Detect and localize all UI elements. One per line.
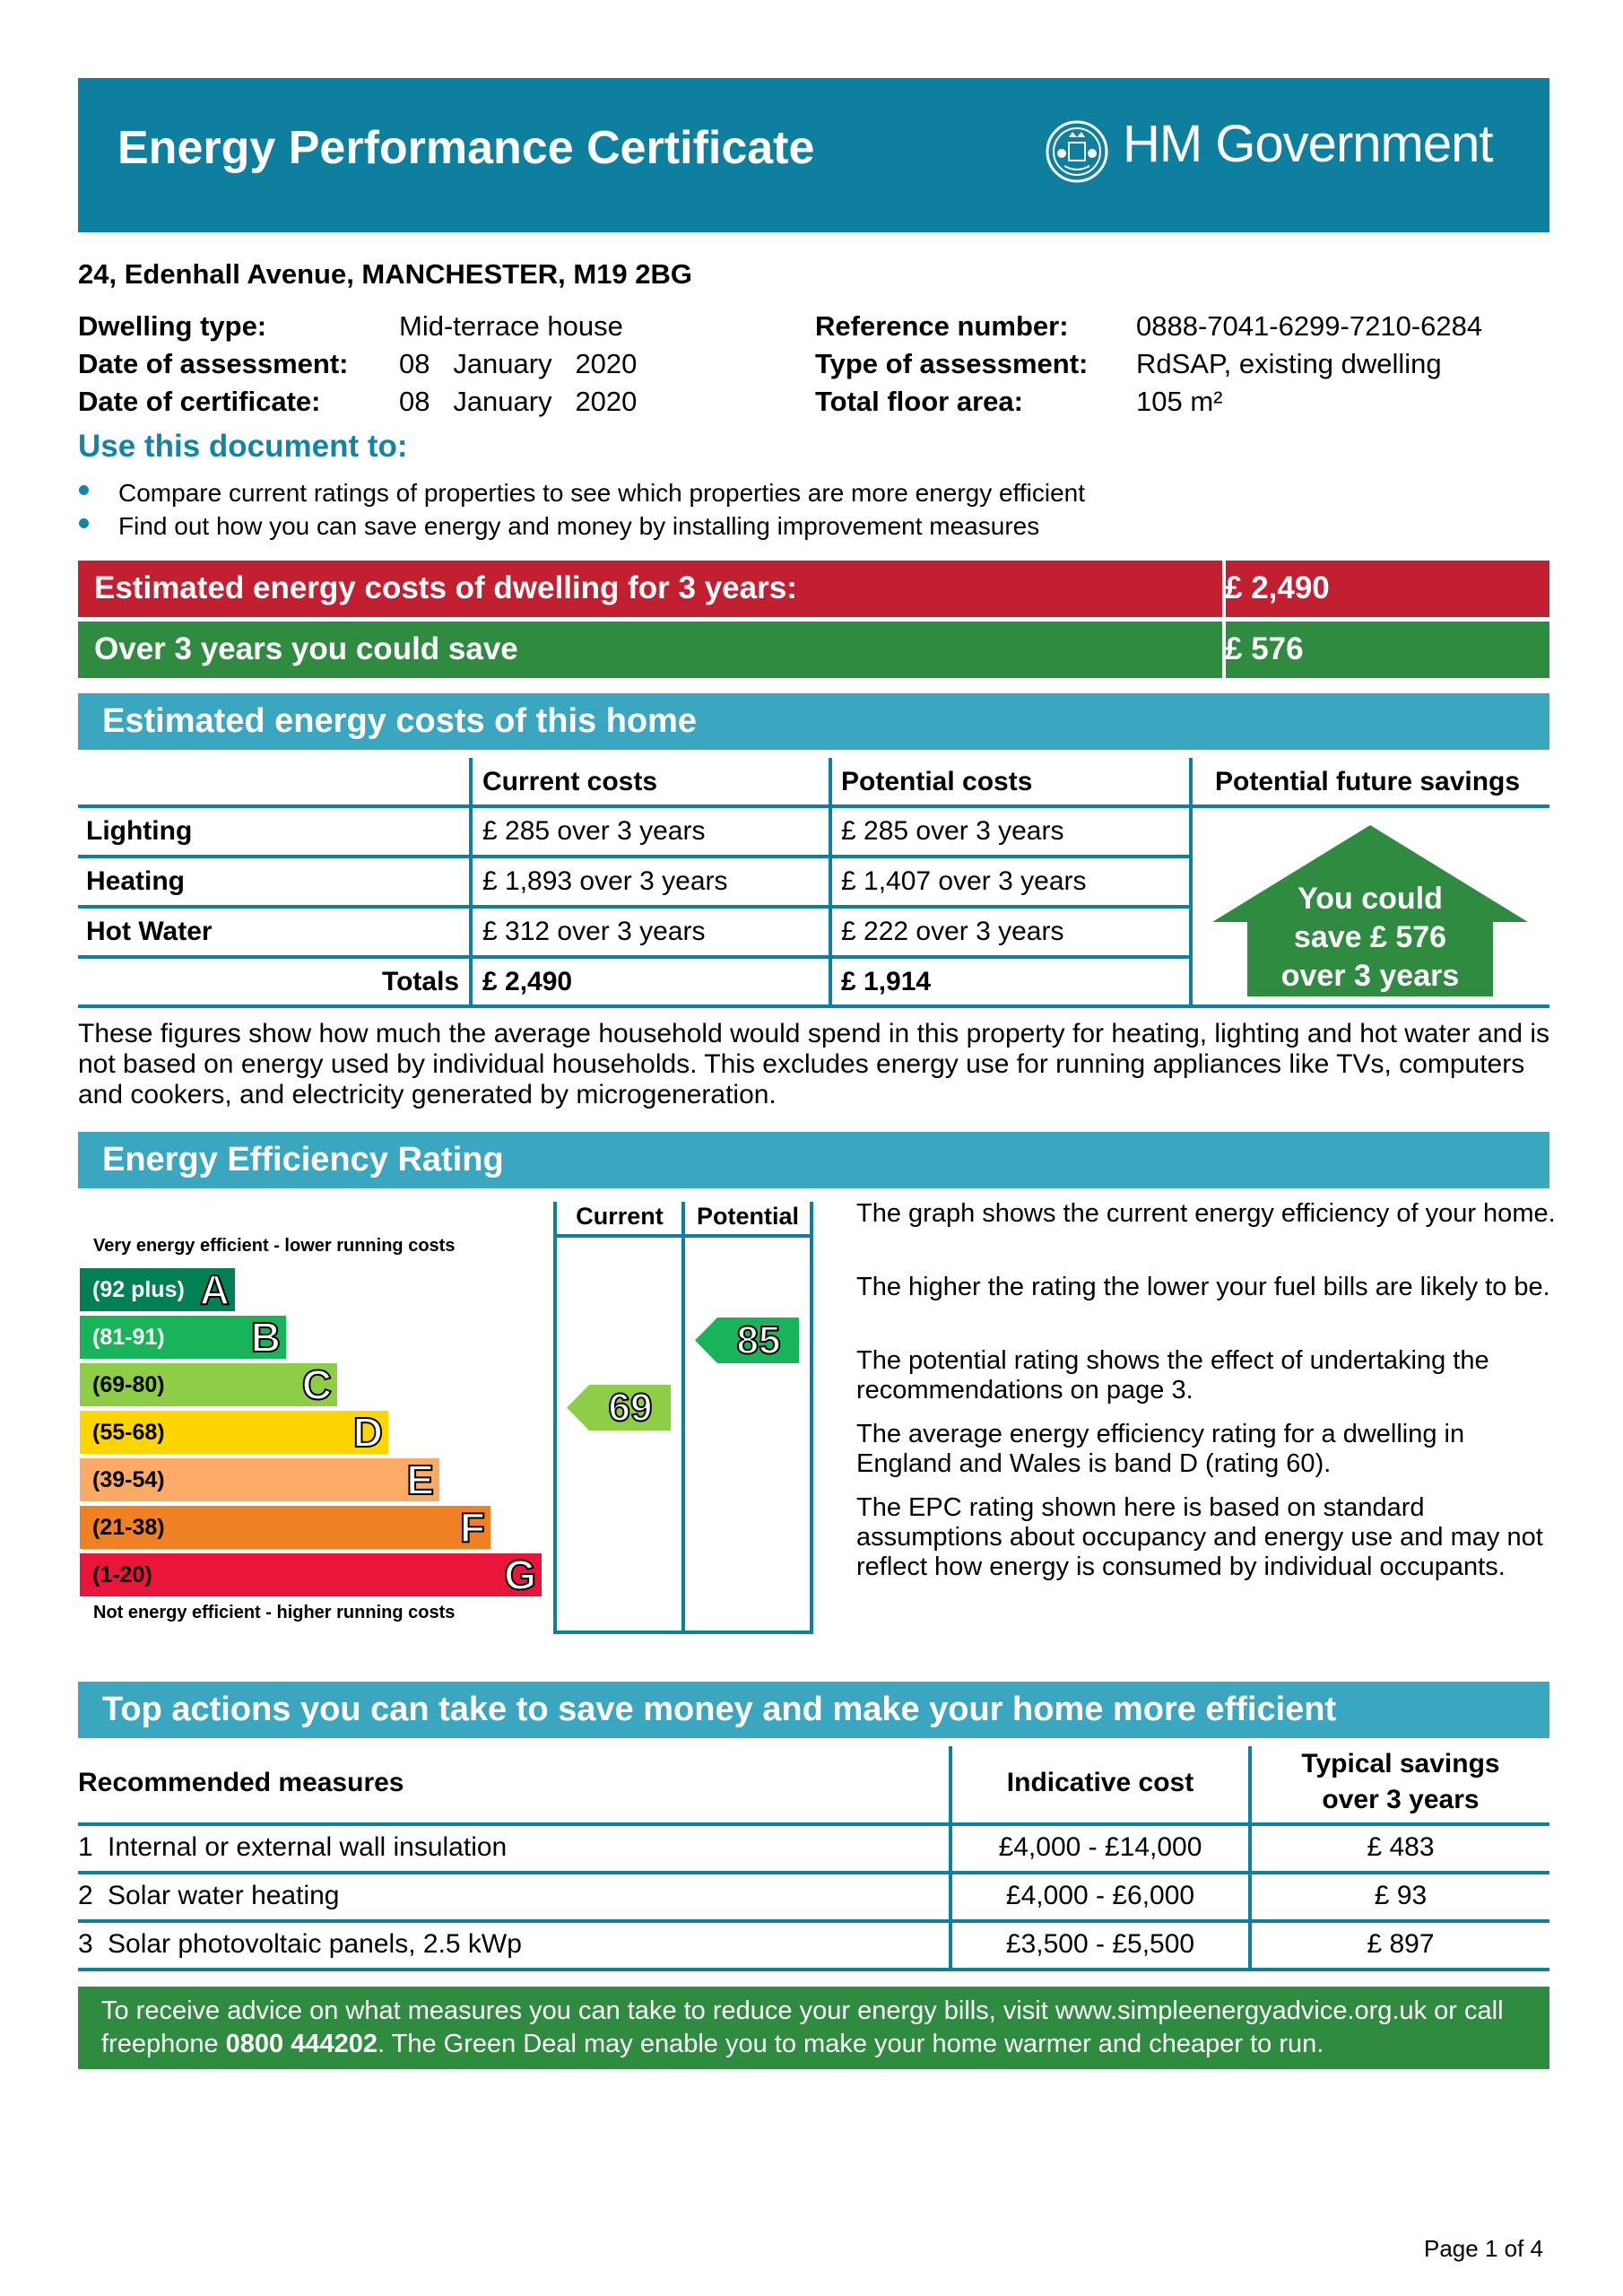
- could-save-bar: [78, 622, 1549, 678]
- row-hot-water-label: Hot Water: [86, 917, 213, 946]
- table-rule: [78, 804, 1549, 808]
- action-1-number: 1: [78, 1832, 93, 1862]
- rating-para-1: The graph shows the current energy efficiency of your home.: [856, 1199, 1556, 1228]
- band-c-letter: C: [301, 1361, 332, 1408]
- action-1-saving: £ 483: [1367, 1832, 1435, 1862]
- advice-footer: [78, 1987, 1549, 2069]
- totals-label: Totals: [382, 967, 460, 996]
- estimated-cost-label: Estimated energy costs of dwelling for 3 years:: [94, 570, 797, 605]
- band-a-range: (92 plus): [92, 1277, 185, 1302]
- page-number: Page 1 of 4: [1424, 2235, 1543, 2262]
- action-3-cost: £3,500 - £5,500: [1005, 1929, 1195, 1959]
- table-rule: [78, 1871, 1549, 1874]
- rating-section-header: [78, 1132, 1549, 1188]
- rating-para-3: The potential rating shows the effect of undertaking the recommendations on page 3.: [856, 1346, 1489, 1405]
- use-document-title: Use this document to:: [78, 429, 408, 464]
- action-2-cost: £4,000 - £6,000: [1005, 1881, 1195, 1910]
- action-3-saving: £ 897: [1367, 1929, 1435, 1959]
- savings-line-1: You could: [1298, 882, 1443, 916]
- date-assessment-label: Date of assessment:: [78, 348, 349, 379]
- property-address: 24, Edenhall Avenue, MANCHESTER, M19 2BG: [78, 258, 693, 290]
- row-heating-label: Heating: [86, 866, 186, 896]
- row-heating-potential: £ 1,407 over 3 years: [841, 866, 1087, 896]
- header-current-costs: Current costs: [482, 767, 658, 796]
- table-divider: [1189, 758, 1193, 1006]
- use-bullet-2: Find out how you can save energy and money by installing improvement measures: [118, 512, 1040, 540]
- date-certificate-label: Date of certificate:: [78, 386, 321, 417]
- row-lighting-potential: £ 285 over 3 years: [841, 816, 1064, 846]
- actions-section-header: [78, 1682, 1549, 1738]
- estimated-cost-bar: [78, 561, 1549, 617]
- freephone-number[interactable]: 0800 444202: [225, 2030, 378, 2058]
- rating-para-2: The higher the rating the lower your fuel bills are likely to be.: [856, 1273, 1550, 1301]
- top-efficiency-note: Very energy efficient - lower running costs: [93, 1236, 456, 1256]
- band-c: [80, 1363, 337, 1406]
- action-2-name: Solar water heating: [108, 1881, 340, 1910]
- reference-label: Reference number:: [815, 310, 1069, 342]
- type-assessment-label: Type of assessment:: [815, 348, 1089, 379]
- band-e-letter: E: [406, 1457, 434, 1503]
- could-save-value: £ 576: [1225, 631, 1304, 666]
- band-a-letter: A: [199, 1266, 230, 1313]
- table-divider: [829, 758, 832, 1006]
- col-potential-label: Potential: [696, 1203, 799, 1230]
- dwelling-type-value: Mid-terrace house: [399, 310, 623, 342]
- row-hot-water-current: £ 312 over 3 years: [482, 917, 706, 946]
- action-1-name: Internal or external wall insulation: [108, 1832, 508, 1862]
- band-b-letter: B: [250, 1314, 281, 1361]
- costs-section-header: [78, 693, 1549, 750]
- band-f: [80, 1506, 490, 1549]
- band-b-range: (81-91): [92, 1325, 165, 1350]
- band-e-range: (39-54): [92, 1467, 165, 1492]
- action-3-number: 3: [78, 1929, 93, 1959]
- chart-grid-line: [810, 1202, 813, 1634]
- costs-section-title: Estimated energy costs of this home: [102, 702, 698, 740]
- row-lighting-label: Lighting: [86, 816, 193, 846]
- date-assessment-value: 08 January 2020: [399, 348, 638, 379]
- table-rule: [78, 855, 1191, 858]
- band-e: [80, 1458, 439, 1501]
- rating-section-title: Energy Efficiency Rating: [102, 1141, 504, 1178]
- savings-line-3: over 3 years: [1280, 959, 1460, 993]
- savings-line-2: save £ 576: [1293, 920, 1447, 954]
- band-c-range: (69-80): [92, 1372, 165, 1397]
- table-rule: [78, 1004, 1549, 1008]
- could-save-label: Over 3 years you could save: [94, 631, 518, 666]
- reference-value: 0888-7041-6299-7210-6284: [1136, 310, 1483, 342]
- rating-para-5: The EPC rating shown here is based on standard assumptions about occupancy and energy use and may not reflect how energy is consumed by individual occupants.: [856, 1493, 1543, 1581]
- hm-government-logo-text: HM Government: [1123, 115, 1493, 173]
- band-g: [80, 1553, 542, 1596]
- potential-rating-value: 85: [736, 1318, 781, 1362]
- action-2-number: 2: [78, 1881, 93, 1910]
- chart-grid-line: [681, 1202, 685, 1634]
- band-g-range: (1-20): [92, 1562, 152, 1587]
- row-lighting-current: £ 285 over 3 years: [482, 816, 706, 846]
- header-recommended-measures: Recommended measures: [78, 1768, 404, 1797]
- advice-text: [101, 1995, 1536, 2061]
- band-f-range: (21-38): [92, 1515, 165, 1540]
- table-rule: [78, 905, 1191, 909]
- advice-text-end: . The Green Deal may enable you to make your home warmer and cheaper to run.: [378, 2030, 1324, 2058]
- band-d-letter: D: [352, 1409, 383, 1456]
- table-rule: [78, 1919, 1549, 1923]
- band-d-range: (55-68): [92, 1420, 165, 1445]
- band-g-letter: G: [504, 1552, 536, 1598]
- dwelling-type-label: Dwelling type:: [78, 310, 267, 342]
- rating-para-4: The average energy efficiency rating for a dwelling in England and Wales is band D (rating 60).: [856, 1420, 1465, 1478]
- totals-current: £ 2,490: [482, 967, 573, 996]
- table-divider: [469, 758, 473, 1006]
- actions-section-title: Top actions you can take to save money and make your home more efficient: [102, 1691, 1337, 1728]
- bullet-icon: [79, 485, 89, 495]
- date-certificate-value: 08 January 2020: [399, 386, 638, 417]
- action-3-name: Solar photovoltaic panels, 2.5 kWp: [108, 1929, 522, 1959]
- band-d: [80, 1411, 388, 1454]
- advice-text-start: To receive advice on what measures you can take to reduce your energy bills, visit www.simpleenergyadvice.org.uk or call freephone: [101, 1996, 1504, 2058]
- royal-crest-icon: [1045, 119, 1109, 184]
- chart-grid-line: [553, 1202, 557, 1634]
- floor-area-value: 105 m²: [1136, 386, 1223, 417]
- totals-potential: £ 1,914: [841, 967, 932, 996]
- header-typical-savings-2: over 3 years: [1322, 1785, 1480, 1814]
- chart-grid-line: [553, 1631, 813, 1634]
- header-indicative-cost: Indicative cost: [1006, 1768, 1194, 1797]
- use-bullet-1: Compare current ratings of properties to see which properties are more energy efficient: [118, 479, 1086, 507]
- page-title: Energy Performance Certificate: [117, 122, 815, 174]
- header-future-savings: Potential future savings: [1215, 767, 1521, 796]
- bullet-icon: [79, 518, 89, 528]
- band-a: [80, 1268, 235, 1311]
- bottom-efficiency-note: Not energy efficient - higher running costs: [93, 1603, 456, 1622]
- row-hot-water-potential: £ 222 over 3 years: [841, 917, 1064, 946]
- table-rule: [78, 955, 1191, 959]
- chart-grid-line: [553, 1234, 813, 1238]
- type-assessment-value: RdSAP, existing dwelling: [1136, 348, 1442, 379]
- costs-explanation: These figures show how much the average household would spend in this property for heating, lighting and hot water and is not based on energy used by individual households. This excludes energy use for running appliances like TVs, computers and cookers, and electricity generated by microgeneration.: [78, 1019, 1550, 1109]
- table-rule: [78, 1822, 1549, 1826]
- estimated-cost-value: £ 2,490: [1225, 570, 1330, 605]
- table-rule: [78, 1968, 1549, 1971]
- action-1-cost: £4,000 - £14,000: [998, 1832, 1202, 1862]
- band-b: [80, 1316, 286, 1359]
- col-current-label: Current: [576, 1203, 664, 1230]
- header-typical-savings-1: Typical savings: [1301, 1749, 1500, 1779]
- header-potential-costs: Potential costs: [841, 767, 1033, 796]
- band-f-letter: F: [459, 1504, 485, 1551]
- action-2-saving: £ 93: [1374, 1881, 1428, 1910]
- row-heating-current: £ 1,893 over 3 years: [482, 866, 728, 896]
- current-rating-value: 69: [608, 1386, 653, 1430]
- certificate-header: [78, 78, 1549, 232]
- floor-area-label: Total floor area:: [815, 386, 1023, 417]
